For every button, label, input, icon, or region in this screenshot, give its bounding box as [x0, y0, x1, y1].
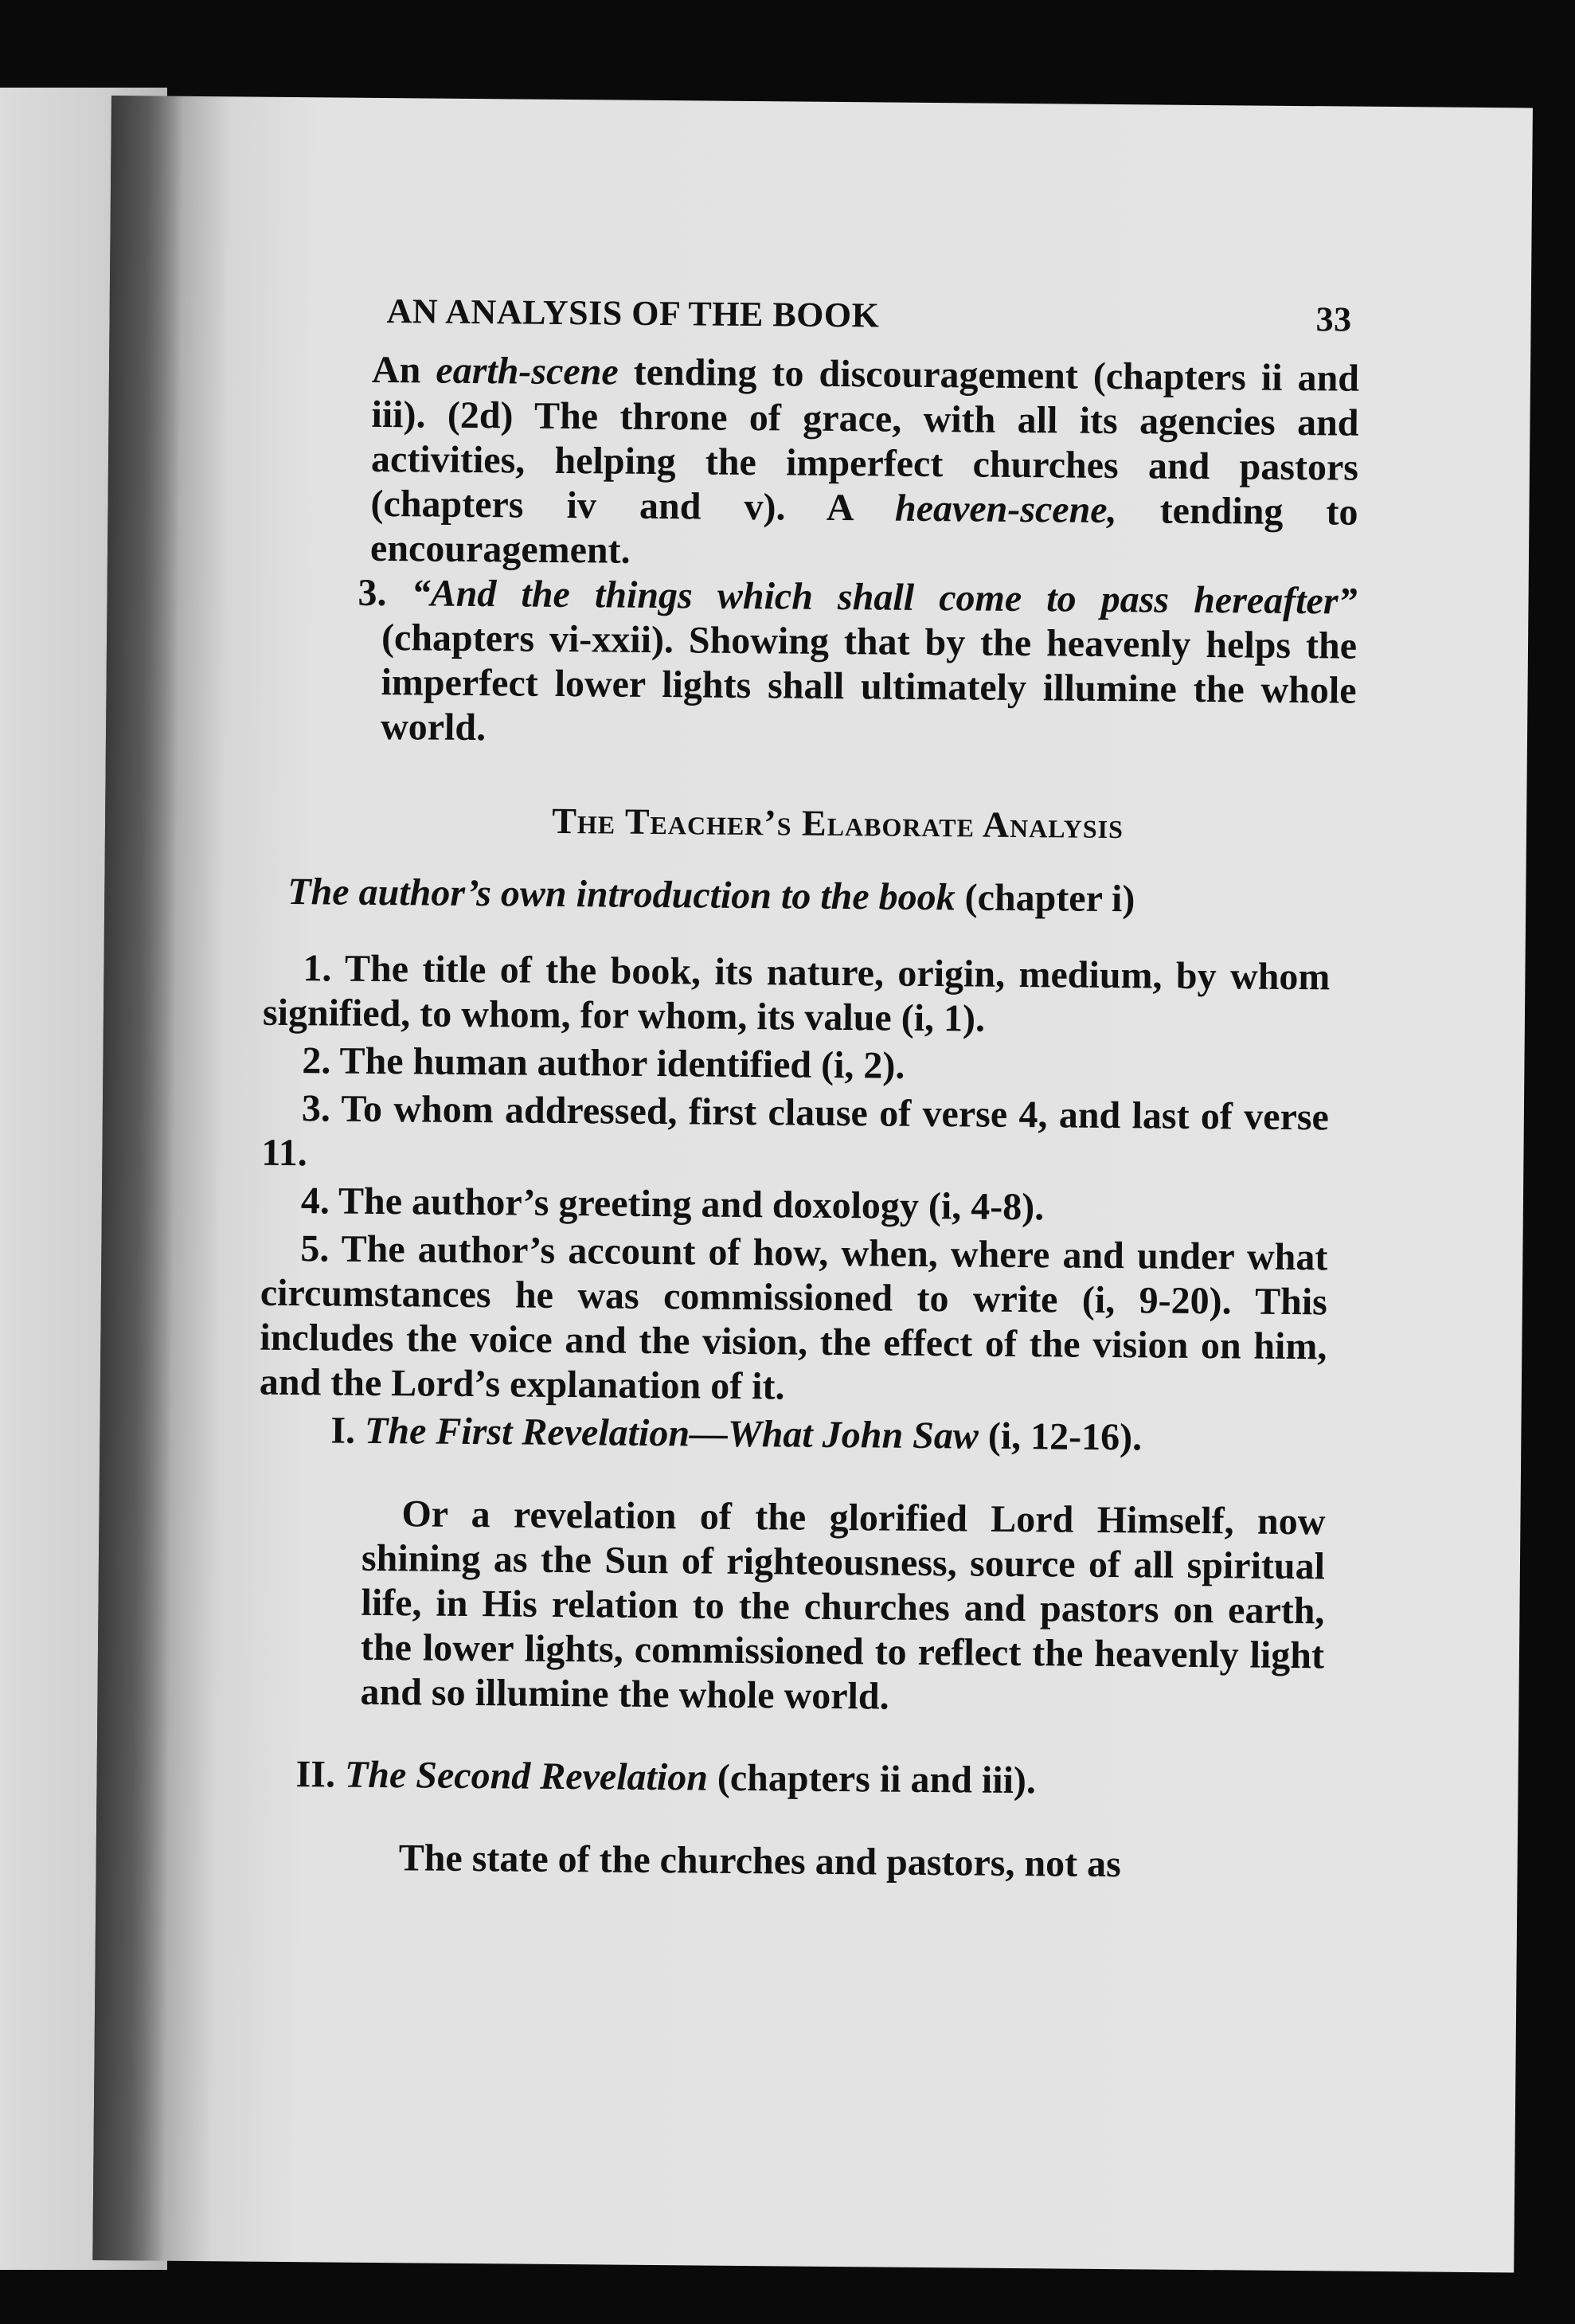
list-item-2: 2. The human author identified (i, 2).: [302, 1039, 905, 1087]
item-number: 3.: [358, 571, 412, 615]
roman-numeral: I.: [330, 1409, 365, 1452]
revelation-2-ref: (chapters ii and iii).: [707, 1756, 1037, 1802]
page-number: 33: [1315, 299, 1352, 339]
revelation-1-heading: [330, 1408, 1326, 1461]
emphasis-heaven-scene: heaven-scene,: [894, 487, 1117, 532]
list-item-1: 1. The title of the book, its nature, origin, medium, by whom signified, to whom, for whom, its value (i, 1).: [262, 947, 1331, 1040]
section-title: The Teacher’s Elaborate Analysis: [552, 800, 1124, 847]
roman-numeral: II.: [295, 1753, 346, 1796]
list-item-5: 5. The author’s account of how, when, where and under what circumstances he was commissioned to write (i, 9-20). This includes the voice and the vision, the effect of the vision on him, and the Lord’s explanation of it.: [259, 1227, 1328, 1408]
revelation-1-title: The First Revelation—What John Saw: [364, 1409, 979, 1457]
revelation-2-title: The Second Revelation: [344, 1753, 709, 1799]
text-run: tending to discouragement (chapters ii and iii). (2d) The throne of grace, with all its agencies and activities, helping the imperfect churches and pastors (chapters iv and v). A: [370, 350, 1360, 530]
text-run: (chapters vi-xxii). Showing that by the heavenly helps the imperfect lower lights shall ultimately illumine the whole world.: [380, 616, 1358, 749]
subhead: [287, 870, 1331, 923]
list-item-4: 4. The author’s greeting and doxology (i, 4-8).: [300, 1180, 1045, 1229]
running-head: [386, 289, 1351, 342]
page-text: [255, 288, 1360, 1927]
list-item-3: 3. To whom addressed, first clause of verse 4, and last of verse 11.: [261, 1087, 1330, 1175]
emphasis-quote: “And the things which shall come to pass hereafter”: [411, 572, 1358, 623]
revelation-2-body: The state of the churches and pastors, not as: [398, 1837, 1122, 1886]
subhead-emphasis: The author’s own introduction to the book: [287, 870, 956, 919]
intro-paragraph-2: [357, 571, 1358, 758]
book-page: [92, 96, 1533, 2272]
text-run: An: [371, 348, 436, 392]
revelation-1-body: Or a revelation of the glorified Lord Himself, now shining as the Sun of righteousness, source of all spiritual life, in His relation to the churches and pastors on earth, the lower lights, commissioned to reflect the heavenly light and so illumine the whole world.: [360, 1493, 1326, 1718]
emphasis-earth-scene: earth-scene: [436, 349, 619, 393]
running-head-title: AN ANALYSIS OF THE BOOK: [386, 291, 880, 335]
text-run: tending to encouragement.: [369, 489, 1358, 572]
subhead-chapter: (chapter i): [955, 876, 1135, 921]
intro-paragraph-1: [370, 348, 1359, 580]
revelation-1-ref: (i, 12-16).: [978, 1414, 1143, 1459]
revelation-2-heading: [295, 1752, 1323, 1806]
